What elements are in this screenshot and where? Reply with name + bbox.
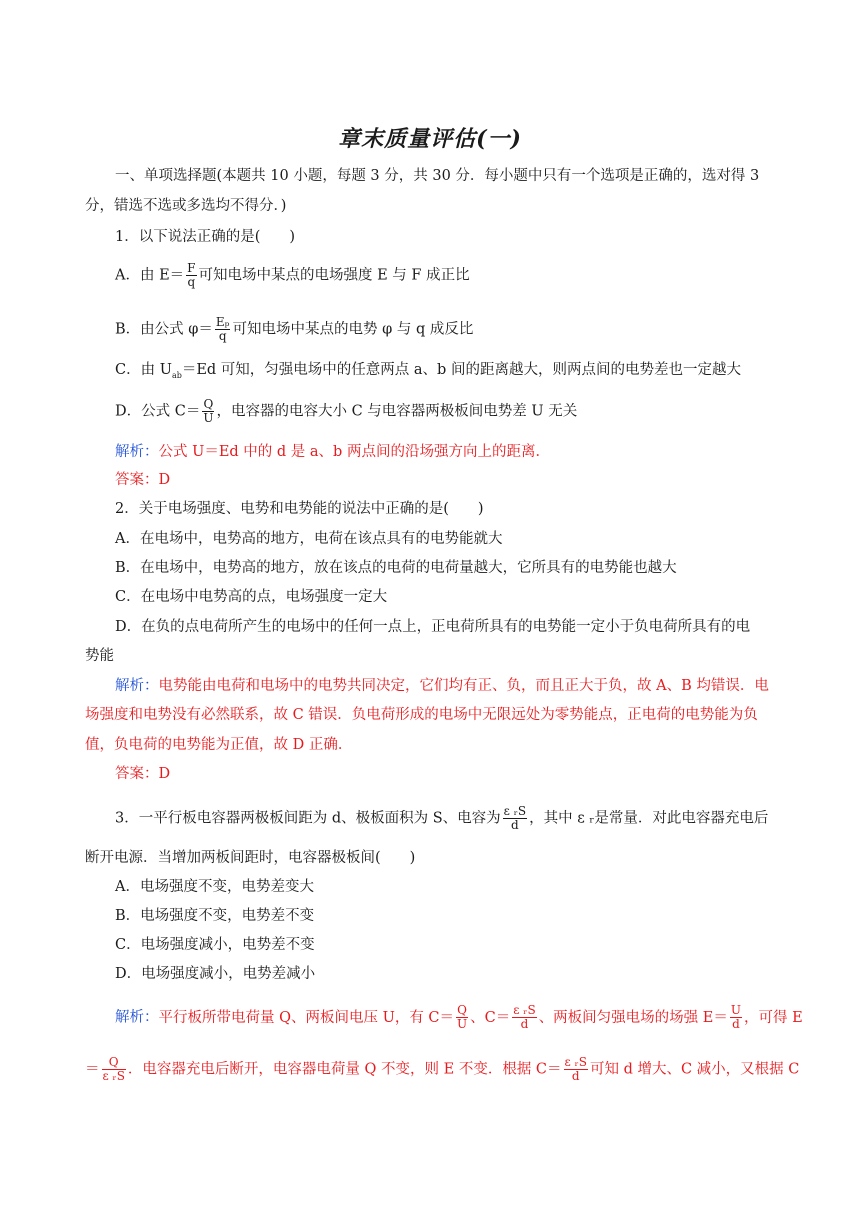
fraction-num: Q [203, 397, 214, 411]
fraction-den: d [520, 1017, 529, 1031]
fraction-den: U [457, 1017, 468, 1031]
fraction-num: F [187, 261, 196, 275]
fraction-num: U [730, 1003, 742, 1017]
fraction-num: ε ᵣS [513, 1003, 536, 1017]
analysis-label: 解析： [115, 1009, 159, 1026]
q2-option-b: B．在电场中，电势高的地方，放在该点的电荷的电荷量越大，它所具有的电势能也越大 [115, 560, 677, 576]
fraction-den: q [218, 329, 227, 343]
fraction-num: Q [102, 1056, 126, 1070]
fraction [456, 1004, 468, 1031]
analysis-text: 公式 U＝Ed 中的 d 是 a、b 两点间的沿场强方向上的距离． [158, 444, 550, 460]
analysis-label: 解析： [115, 678, 159, 694]
q3-analysis [115, 1004, 803, 1031]
fraction [102, 1056, 126, 1083]
fraction [730, 1004, 742, 1031]
q3-stem [115, 805, 768, 832]
q1-option-c [115, 361, 741, 385]
analysis-segment: ，可得 E [744, 1009, 803, 1026]
page-title: 章末质量评估(一) [338, 126, 522, 152]
fraction [503, 805, 527, 832]
q1-c-subscript: ab [171, 370, 182, 380]
fraction-den: d [732, 1017, 740, 1031]
fraction-den: U [203, 411, 214, 425]
q1-b-text-post: 可知电场中某点的电势 φ 与 q 成反比 [232, 321, 474, 338]
q2-option-d: D．在负的点电荷所产生的电场中的任何一点上，正电荷所具有的电势能一定小于负电荷所具有的电 [115, 619, 751, 635]
q3-option-b: B．电场强度不变，电势差不变 [115, 908, 315, 924]
analysis-text: 电势能由电荷和电场中的电势共同决定，它们均有正、负，而且正大于负，故 A、B 均错误．电 [158, 678, 769, 694]
fraction [186, 262, 196, 289]
q1-analysis [115, 443, 550, 461]
section-heading-cont: 分，错选不选或多选均不得分．) [85, 198, 287, 214]
fraction-den: d [511, 818, 519, 832]
analysis-segment: ＝ [85, 1061, 100, 1078]
q2-answer [115, 765, 170, 783]
analysis-segment: 可知 d 增大、C 减小，又根据 C [589, 1061, 800, 1078]
q1-option-b [115, 316, 473, 343]
q2-stem: 2．关于电场强度、电势和电势能的说法中正确的是( ) [115, 501, 484, 517]
q3-option-d: D．电场强度减小，电势差减小 [115, 966, 316, 982]
q3-stem-text-post: ，其中 ε ᵣ是常量．对此电容器充电后 [529, 810, 769, 827]
analysis-label: 解析： [115, 444, 159, 460]
fraction-num: ε ᵣS [564, 1055, 587, 1069]
fraction-num: ε ᵣS [503, 804, 527, 818]
analysis-segment: 平行板所带电荷量 Q、两板间电压 U，有 C＝ [158, 1009, 455, 1026]
analysis-segment: 、两板间匀强电场的场强 E＝ [538, 1009, 728, 1026]
q3-stem-text: 3．一平行板电容器两极板间距为 d、极板面积为 S、电容为 [115, 810, 501, 827]
answer-label: 答案： [115, 766, 159, 782]
q1-c-text: C．由 U [115, 362, 172, 378]
q1-c-text-post: ＝Ed 可知，匀强电场中的任意两点 a、b 间的距离越大，则两点间的电势差也一定越大 [181, 362, 741, 378]
q2-option-d-cont: 势能 [85, 648, 114, 664]
q1-a-text-post: 可知电场中某点的电场强度 E 与 F 成正比 [198, 267, 470, 284]
q2-option-a: A．在电场中，电势高的地方，电荷在该点具有的电势能就大 [115, 531, 503, 547]
q3-stem-cont: 断开电源．当增加两板间距时，电容器极板间( ) [85, 850, 416, 866]
analysis-segment: ．电容器充电后断开，电容器电荷量 Q 不变，则 E 不变．根据 C＝ [127, 1061, 562, 1078]
q1-answer [115, 471, 170, 489]
fraction [564, 1056, 588, 1083]
answer-value: D [158, 766, 171, 782]
fraction-num: Q [457, 1003, 468, 1017]
fraction [215, 316, 231, 343]
q3-analysis-cont [85, 1056, 799, 1083]
answer-label: 答案： [115, 472, 159, 488]
q1-d-text-post: ，电容器的电容大小 C 与电容器两极板间电势差 U 无关 [216, 403, 578, 420]
fraction-num: Eₚ [215, 315, 230, 329]
q1-a-text: A．由 E＝ [115, 267, 185, 284]
analysis-segment: 、C＝ [470, 1009, 511, 1026]
q1-stem: 1．以下说法正确的是( ) [115, 229, 296, 245]
answer-value: D [158, 472, 171, 488]
q1-d-text: D．公式 C＝ [115, 403, 201, 420]
analysis-text [158, 1003, 803, 1031]
q1-option-d [115, 398, 577, 425]
q1-option-a [115, 262, 470, 289]
q1-b-text: B．由公式 φ＝ [115, 321, 213, 338]
q2-analysis [115, 677, 769, 695]
fraction-den: ε ᵣS [102, 1069, 125, 1083]
q3-option-c: C．电场强度减小，电势差不变 [115, 937, 315, 953]
fraction [202, 398, 214, 425]
q2-option-c: C．在电场中电势高的点，电场强度一定大 [115, 589, 388, 605]
fraction-den: d [571, 1069, 580, 1083]
q3-option-a: A．电场强度不变，电势差变大 [115, 879, 314, 895]
section-heading: 一、单项选择题(本题共 10 小题，每题 3 分，共 30 分．每小题中只有一个选项是正确的，选对得 3 [115, 168, 760, 184]
q2-analysis-cont-1: 场强度和电势没有必然联系，故 C 错误．负电荷形成的电场中无限远处为零势能点，正电荷的电势能为负 [85, 707, 758, 723]
q2-analysis-cont-2: 值，负电荷的电势能为正值，故 D 正确． [85, 737, 353, 753]
fraction [512, 1004, 536, 1031]
fraction-den: q [187, 275, 196, 289]
